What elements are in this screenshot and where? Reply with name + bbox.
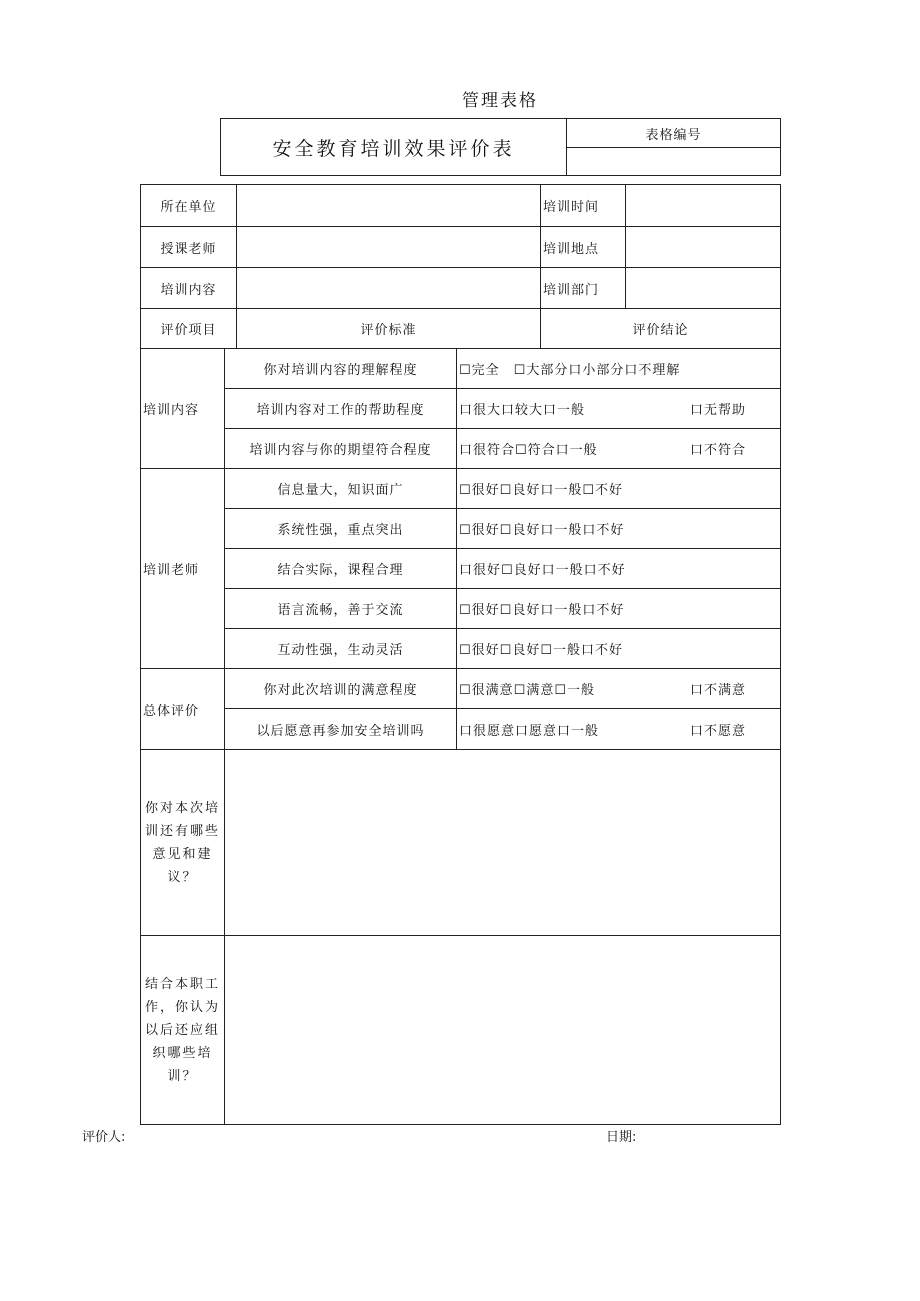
criteria-conclusion[interactable]: ☐很好☐良好口一般☐不好 bbox=[457, 469, 781, 509]
future-training-answer-area[interactable] bbox=[225, 936, 781, 1125]
criteria-standard: 培训内容与你的期望符合程度 bbox=[225, 429, 457, 469]
criteria-conclusion[interactable]: 口很好☐良好口一般口不好 bbox=[457, 549, 781, 589]
evaluation-form bbox=[140, 184, 781, 1125]
standard-column-header: 评价标准 bbox=[237, 309, 541, 349]
criteria-conclusion[interactable]: 口很大口较大口一般 口无帮助 bbox=[457, 389, 781, 429]
criteria-row bbox=[141, 389, 781, 429]
time-label: 培训时间 bbox=[541, 185, 626, 226]
criteria-row bbox=[141, 589, 781, 629]
open-question-row bbox=[141, 936, 781, 1125]
dept-label: 培训部门 bbox=[541, 268, 626, 308]
criteria-row bbox=[141, 709, 781, 750]
column-header-row bbox=[141, 309, 781, 349]
evaluator-label: 评价人: bbox=[82, 1130, 126, 1145]
open-question-row bbox=[141, 750, 781, 936]
criteria-row bbox=[141, 429, 781, 469]
time-field[interactable] bbox=[626, 185, 780, 226]
document-title: 安全教育培训效果评价表 bbox=[221, 119, 567, 176]
criteria-standard: 信息量大，知识面广 bbox=[225, 469, 457, 509]
criteria-conclusion[interactable]: ☐很满意☐满意☐一般 口不满意 bbox=[457, 669, 781, 709]
criteria-standard: 系统性强，重点突出 bbox=[225, 509, 457, 549]
teacher-label: 授课老师 bbox=[141, 227, 237, 268]
place-label: 培训地点 bbox=[541, 227, 626, 267]
header-table bbox=[220, 118, 781, 176]
place-field[interactable] bbox=[626, 227, 780, 267]
open-question-label: 你对本次培 训还有哪些 意见和建议？ bbox=[141, 750, 225, 936]
criteria-standard: 你对此次培训的满意程度 bbox=[225, 669, 457, 709]
criteria-standard: 以后愿意再参加安全培训吗 bbox=[225, 709, 457, 750]
page-title: 管理表格 bbox=[462, 91, 538, 111]
group-label: 总体评价 bbox=[141, 669, 225, 750]
criteria-conclusion[interactable]: ☐很好☐良好口一般口不好 bbox=[457, 589, 781, 629]
criteria-conclusion[interactable]: ☐很好☐良好☐一般口不好 bbox=[457, 629, 781, 669]
info-row bbox=[141, 268, 781, 309]
form-number-field[interactable] bbox=[567, 148, 781, 176]
criteria-row bbox=[141, 349, 781, 389]
criteria-standard: 你对培训内容的理解程度 bbox=[225, 349, 457, 389]
content-field[interactable] bbox=[237, 268, 541, 309]
criteria-standard: 培训内容对工作的帮助程度 bbox=[225, 389, 457, 429]
criteria-conclusion[interactable]: ☐很好☐良好口一般口不好 bbox=[457, 509, 781, 549]
info-row bbox=[141, 227, 781, 268]
open-question-label: 结合本职工 作，你认为 以后还应组 织哪些培 训？ bbox=[141, 936, 225, 1125]
item-column-header: 评价项目 bbox=[141, 309, 237, 349]
dept-field[interactable] bbox=[626, 268, 780, 308]
group-label: 培训老师 bbox=[141, 469, 225, 669]
criteria-standard: 互动性强，生动灵活 bbox=[225, 629, 457, 669]
info-row bbox=[141, 185, 781, 227]
conclusion-column-header: 评价结论 bbox=[541, 309, 781, 349]
suggestions-answer-area[interactable] bbox=[225, 750, 781, 936]
criteria-row bbox=[141, 629, 781, 669]
content-label: 培训内容 bbox=[141, 268, 237, 309]
criteria-row bbox=[141, 549, 781, 589]
criteria-conclusion[interactable]: 口很愿意口愿意口一般 口不愿意 bbox=[457, 709, 781, 750]
date-label: 日期: bbox=[606, 1130, 637, 1145]
criteria-conclusion[interactable]: ☐完全 ☐大部分口小部分口不理解 bbox=[457, 349, 781, 389]
criteria-standard: 结合实际，课程合理 bbox=[225, 549, 457, 589]
unit-field[interactable] bbox=[237, 185, 541, 227]
criteria-row bbox=[141, 509, 781, 549]
group-label: 培训内容 bbox=[141, 349, 225, 469]
criteria-row bbox=[141, 669, 781, 709]
form-number-label: 表格编号 bbox=[567, 119, 781, 148]
criteria-conclusion[interactable]: 口很符合☐符合口一般 口不符合 bbox=[457, 429, 781, 469]
teacher-field[interactable] bbox=[237, 227, 541, 268]
criteria-row bbox=[141, 469, 781, 509]
criteria-standard: 语言流畅，善于交流 bbox=[225, 589, 457, 629]
unit-label: 所在单位 bbox=[141, 185, 237, 227]
